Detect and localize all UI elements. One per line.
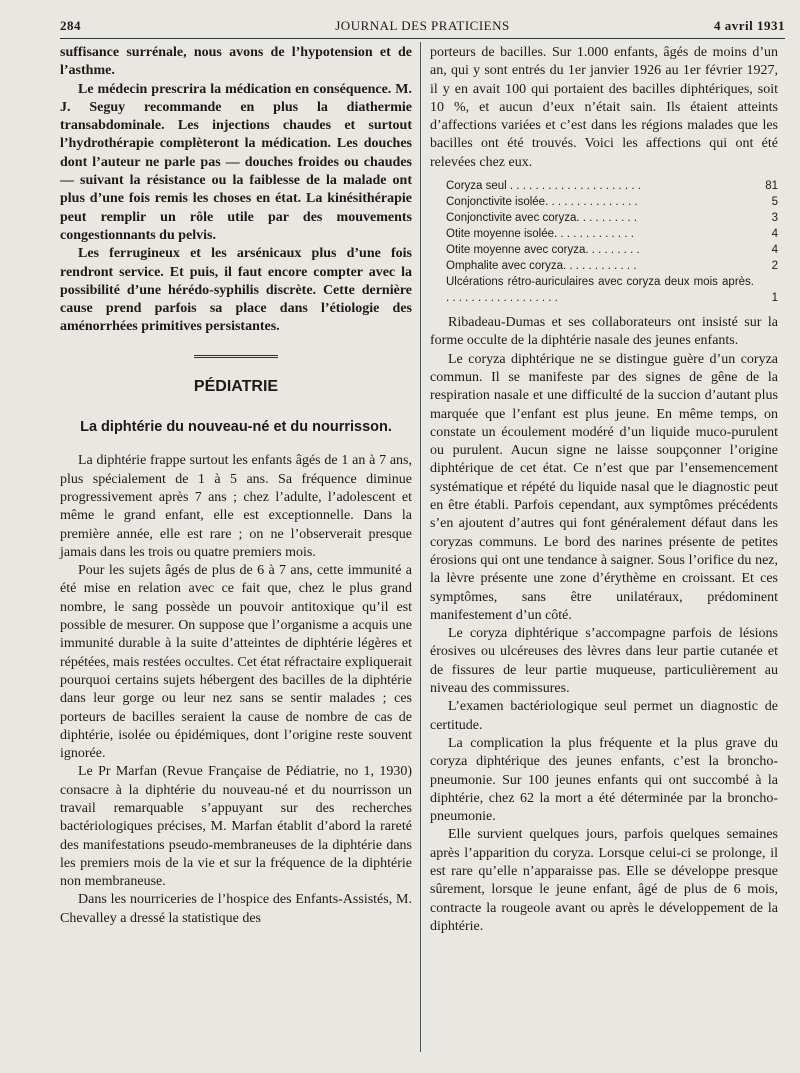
table-cell-label: Otite moyenne avec coryza. . . . . . . . .	[446, 244, 640, 257]
section-title: PÉDIATRIE	[193, 377, 279, 395]
table-cell-value: 5	[771, 196, 778, 209]
paragraph: Les ferrugineux et les arsénicaux plus d’une fois rendront service. Et puis, il faut encore compter avec la possibilité d’une hérédo-syphilis discrète. Cette dernière cause prend parfois sa place dans l’étiologie des aménorrhées primitives persistantes.	[60, 246, 412, 335]
column-divider	[420, 42, 421, 1052]
paragraph: L’examen bactériologique seul permet un diagnostic de certitude.	[430, 699, 778, 733]
paragraph: Le coryza diphtérique s’accompagne parfois de lésions érosives ou ulcéreuses des lèvres dans leur partie cutanée et de fissures de leur partie muqueuse, particulièrement au niveau des commissures.	[430, 626, 778, 697]
table-cell-label: Omphalite avec coryza. . . . . . . . . . . .	[446, 260, 637, 273]
table-cell-label: Otite moyenne isolée. . . . . . . . . . . . .	[446, 228, 634, 241]
table-row	[430, 242, 778, 258]
affections-table	[430, 178, 778, 306]
table-row	[430, 274, 778, 306]
table-cell-label: Conjonctivite avec coryza. . . . . . . . . .	[446, 212, 638, 225]
table-cell-value: 81	[765, 180, 778, 193]
paragraph: Le Pr Marfan (Revue Française de Pédiatrie, no 1, 1930) consacre à la diphtérie du nouveau-né et du nourrisson un travail remarquable s’appuyant sur des recherches bactériologiques précises, M. Marfan établit d’abord la rareté des manifestations pseudo-membraneuses de la diphtérie dans les premiers mois de la vie et sur la fréquence de la diphtérie non membraneuse.	[60, 764, 412, 890]
section-separator	[194, 355, 278, 360]
issue-date: 4 avril 1931	[714, 18, 785, 33]
paragraph: suffisance surrénale, nous avons de l’hypotension et de l’asthme.	[60, 45, 412, 79]
paragraph: La complication la plus fréquente et la plus grave du coryza diphtérique des jeunes enfants, c’est la broncho-pneumonie. Sur 100 jeunes enfants qui ont succombé à la diphtérie, chez 62 la mort a été déterminée par la broncho-pneumonie.	[430, 735, 778, 825]
table-cell-value: 4	[771, 244, 778, 257]
paragraph: Ribadeau-Dumas et ses collaborateurs ont insisté sur la forme occulte de la diphtérie nasale des jeunes enfants.	[430, 315, 778, 349]
paragraph: Pour les sujets âgés de plus de 6 à 7 ans, cette immunité a été mise en relation avec ce fait que, chez le plus grand nombre, le sang possède un pouvoir antitoxique qu’il est possible de mesurer. On suppose que l’organisme a acquis une immunité durable à la suite d’atteintes de diphtérie légères et répétées, mais restées occultes. Cet état réfractaire expliquerait pourquoi certains sujets hébergent des bacilles de la diphtérie dans leur gorge ou leur nez sans se sentir malades ; ces porteurs de bacilles seraient la cause de nombre de cas de diphtérie, isolée ou épidémiques, dont l’origine reste souvent ignorée.	[60, 563, 412, 762]
table-row	[430, 226, 778, 242]
right-column	[430, 44, 778, 936]
paragraph: La diphtérie frappe surtout les enfants âgés de 1 an à 7 ans, plus spécialement de 1 à 5 ans. Sa fréquence diminue progressivement après 7 ans ; chez l’adulte, l’adolescent et même le grand enfant, elle est exceptionnelle. Dans la première année, elle est rare ; on ne l’observerait presque jamais dans les trois ou quatre premiers mois.	[60, 453, 412, 560]
table-row	[430, 194, 778, 210]
table-row	[430, 258, 778, 274]
table-cell-value: 1	[771, 292, 778, 305]
paragraph: Elle survient quelques jours, parfois quelques semaines après l’apparition du coryza. Lorsque celui-ci se prolonge, il est rare qu’elle n’apparaisse pas. Elle se développe presque sûrement, lorsque le jeune enfant, âgé de plus de 6 mois, contracte la rougeole avant ou après le développement de la diphtérie.	[430, 827, 778, 934]
journal-title: JOURNAL DES PRATICIENS	[335, 18, 510, 33]
table-cell-label: Conjonctivite isolée. . . . . . . . . . . . . . .	[446, 196, 638, 209]
paragraph: Dans les nourriceries de l’hospice des Enfants-Assistés, M. Chevalley a dressé la statistique des	[60, 892, 412, 926]
page-number: 284	[60, 18, 81, 33]
paragraph: Le médecin prescrira la médication en conséquence. M. J. Seguy recommande en plus la diathermie transabdominale. Les injections chaudes et surtout l’hydrothérapie complèteront la médication. Les douches dont l’auteur ne parle pas — douches froides ou chaudes — suivant la résistance ou la faiblesse de la malade ont plus d’une fois remis les choses en état. La kinésithérapie peut remplir un rôle utile par des mouvements congestionnants du pelvis.	[60, 81, 412, 243]
left-column	[60, 44, 412, 928]
paragraph: Le coryza diphtérique ne se distingue guère d’un coryza commun. Il se manifeste par des signes de gêne de la respiration nasale et une difficulté de la succion d’autant plus marquée que l’enfant est plus jeune. En même temps, on constate un écoulement modéré d’un liquide muco-purulent ou purulent. Aucun signe ne laisse soupçonner l’origine diphtérique de cet état. Ce n’est que par l’ensemencement systématique et répété du liquide nasal que le diagnostic peut en être établi. Parfois cependant, aux symptômes précédents s’en ajoutent d’autres qui font généralement défaut dans les coryzas communs. Le bord des narines présente de petites érosions qui ont une tendance à saigner. Sous l’orifice du nez, la lèvre présente une zone d’érythème en croissant. Et ces symptômes, sans être unilatéraux, prédominent manifestement d’un côté.	[430, 351, 778, 623]
paragraph: porteurs de bacilles. Sur 1.000 enfants, âgés de moins d’un an, qui y sont entrés du 1er janvier 1926 au 1er février 1927, il y en avait 100 qui portaient des bacilles diphtériques, soit 10 %, et aucun d’eux n’était sain. Ils étaient atteints d’affections variées et c’est dans les régions malades que les bacilles ont été trouvés. Voici les affections qui ont été relevées chez eux.	[430, 45, 778, 170]
table-row	[430, 178, 778, 194]
article-title: La diphtérie du nouveau-né et du nourrisson.	[80, 419, 392, 436]
table-cell-value: 4	[771, 228, 778, 241]
header-rule	[60, 38, 785, 39]
table-cell-label: Coryza seul . . . . . . . . . . . . . . . . . . . . .	[446, 180, 641, 193]
table-cell-value: 2	[771, 260, 778, 273]
table-row	[430, 210, 778, 226]
table-cell-value: 3	[771, 212, 778, 225]
table-cell-label: Ulcérations rétro-auriculaires avec coryza deux mois après. . . . . . . . . . . . . . . . . . .	[446, 276, 754, 305]
